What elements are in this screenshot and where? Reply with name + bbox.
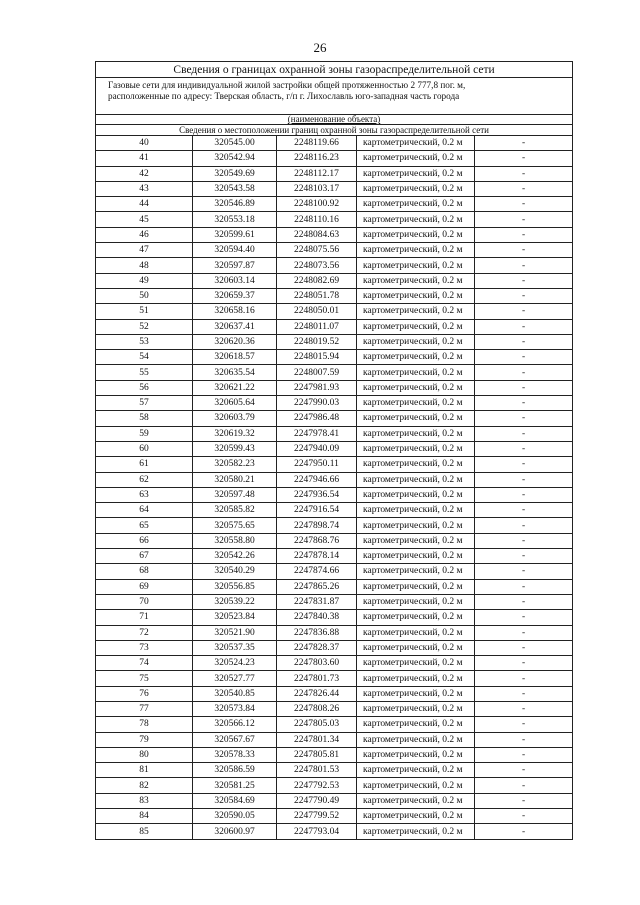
table-row bbox=[96, 549, 573, 564]
coord-x: 320605.64 bbox=[193, 396, 277, 411]
coord-y: 2247801.34 bbox=[277, 732, 357, 747]
coord-y: 2247805.03 bbox=[277, 717, 357, 732]
method-accuracy: картометрический, 0.2 м bbox=[357, 181, 475, 196]
method-accuracy: картометрический, 0.2 м bbox=[357, 717, 475, 732]
table-row bbox=[96, 701, 573, 716]
table-row bbox=[96, 671, 573, 686]
object-note-text: (наименование объекта) bbox=[287, 114, 381, 124]
method-accuracy: картометрический, 0.2 м bbox=[357, 136, 475, 151]
method-accuracy: картометрический, 0.2 м bbox=[357, 579, 475, 594]
coord-y: 2247936.54 bbox=[277, 487, 357, 502]
point-number: 53 bbox=[96, 334, 193, 349]
method-accuracy: картометрический, 0.2 м bbox=[357, 151, 475, 166]
method-accuracy: картометрический, 0.2 м bbox=[357, 166, 475, 181]
method-accuracy: картометрический, 0.2 м bbox=[357, 503, 475, 518]
table-row bbox=[96, 457, 573, 472]
coord-x: 320635.54 bbox=[193, 365, 277, 380]
method-accuracy: картометрический, 0.2 м bbox=[357, 350, 475, 365]
point-number: 56 bbox=[96, 380, 193, 395]
point-number: 72 bbox=[96, 625, 193, 640]
method-accuracy: картометрический, 0.2 м bbox=[357, 594, 475, 609]
table-row bbox=[96, 763, 573, 778]
point-number: 66 bbox=[96, 533, 193, 548]
coord-x: 320537.35 bbox=[193, 640, 277, 655]
method-accuracy: картометрический, 0.2 м bbox=[357, 411, 475, 426]
coord-x: 320543.58 bbox=[193, 181, 277, 196]
coord-x: 320546.89 bbox=[193, 197, 277, 212]
point-number: 71 bbox=[96, 610, 193, 625]
coord-x: 320590.05 bbox=[193, 809, 277, 824]
coord-x: 320575.65 bbox=[193, 518, 277, 533]
coord-x: 320584.69 bbox=[193, 793, 277, 808]
coord-x: 320603.79 bbox=[193, 411, 277, 426]
point-number: 46 bbox=[96, 227, 193, 242]
point-number: 57 bbox=[96, 396, 193, 411]
point-number: 83 bbox=[96, 793, 193, 808]
extra-value: - bbox=[475, 258, 573, 273]
coord-y: 2248110.16 bbox=[277, 212, 357, 227]
coord-x: 320567.67 bbox=[193, 732, 277, 747]
point-number: 69 bbox=[96, 579, 193, 594]
extra-value: - bbox=[475, 197, 573, 212]
coord-x: 320578.33 bbox=[193, 747, 277, 762]
coord-x: 320621.22 bbox=[193, 380, 277, 395]
table-row bbox=[96, 227, 573, 242]
coord-y: 2247878.14 bbox=[277, 549, 357, 564]
coord-y: 2248116.23 bbox=[277, 151, 357, 166]
coord-x: 320549.69 bbox=[193, 166, 277, 181]
point-number: 78 bbox=[96, 717, 193, 732]
extra-value: - bbox=[475, 778, 573, 793]
coord-x: 320553.18 bbox=[193, 212, 277, 227]
page-number: 26 bbox=[313, 40, 327, 55]
coord-x: 320658.16 bbox=[193, 304, 277, 319]
table-row bbox=[96, 579, 573, 594]
table-row bbox=[96, 136, 573, 151]
point-number: 48 bbox=[96, 258, 193, 273]
table-row bbox=[96, 212, 573, 227]
method-accuracy: картометрический, 0.2 м bbox=[357, 472, 475, 487]
point-number: 43 bbox=[96, 181, 193, 196]
table-row bbox=[96, 518, 573, 533]
table-row bbox=[96, 181, 573, 196]
method-accuracy: картометрический, 0.2 м bbox=[357, 365, 475, 380]
extra-value: - bbox=[475, 151, 573, 166]
extra-value: - bbox=[475, 747, 573, 762]
table-row bbox=[96, 732, 573, 747]
method-accuracy: картометрический, 0.2 м bbox=[357, 227, 475, 242]
table-row bbox=[96, 625, 573, 640]
coord-x: 320521.90 bbox=[193, 625, 277, 640]
coord-x: 320527.77 bbox=[193, 671, 277, 686]
table-row bbox=[96, 564, 573, 579]
point-number: 59 bbox=[96, 426, 193, 441]
table-subtitle-row bbox=[96, 125, 573, 136]
extra-value: - bbox=[475, 472, 573, 487]
point-number: 62 bbox=[96, 472, 193, 487]
method-accuracy: картометрический, 0.2 м bbox=[357, 457, 475, 472]
coord-x: 320556.85 bbox=[193, 579, 277, 594]
extra-value: - bbox=[475, 304, 573, 319]
coord-y: 2247828.37 bbox=[277, 640, 357, 655]
extra-value: - bbox=[475, 594, 573, 609]
point-number: 81 bbox=[96, 763, 193, 778]
coord-x: 320637.41 bbox=[193, 319, 277, 334]
method-accuracy: картометрический, 0.2 м bbox=[357, 441, 475, 456]
coord-y: 2247792.53 bbox=[277, 778, 357, 793]
coord-x: 320599.61 bbox=[193, 227, 277, 242]
point-number: 47 bbox=[96, 243, 193, 258]
coord-y: 2247801.73 bbox=[277, 671, 357, 686]
table-row bbox=[96, 426, 573, 441]
extra-value: - bbox=[475, 181, 573, 196]
point-number: 85 bbox=[96, 824, 193, 839]
coord-y: 2247803.60 bbox=[277, 656, 357, 671]
point-number: 84 bbox=[96, 809, 193, 824]
point-number: 67 bbox=[96, 549, 193, 564]
table-row bbox=[96, 334, 573, 349]
point-number: 54 bbox=[96, 350, 193, 365]
coord-x: 320619.32 bbox=[193, 426, 277, 441]
coord-y: 2247898.74 bbox=[277, 518, 357, 533]
extra-value: - bbox=[475, 533, 573, 548]
coord-y: 2247826.44 bbox=[277, 686, 357, 701]
extra-value: - bbox=[475, 288, 573, 303]
coord-x: 320620.36 bbox=[193, 334, 277, 349]
method-accuracy: картометрический, 0.2 м bbox=[357, 380, 475, 395]
point-number: 65 bbox=[96, 518, 193, 533]
method-accuracy: картометрический, 0.2 м bbox=[357, 319, 475, 334]
table-row bbox=[96, 824, 573, 839]
point-number: 42 bbox=[96, 166, 193, 181]
point-number: 44 bbox=[96, 197, 193, 212]
extra-value: - bbox=[475, 564, 573, 579]
coord-x: 320558.80 bbox=[193, 533, 277, 548]
coord-y: 2247805.81 bbox=[277, 747, 357, 762]
extra-value: - bbox=[475, 365, 573, 380]
point-number: 60 bbox=[96, 441, 193, 456]
coord-y: 2247831.87 bbox=[277, 594, 357, 609]
extra-value: - bbox=[475, 701, 573, 716]
coord-y: 2248051.78 bbox=[277, 288, 357, 303]
description-line-2: расположенные по адресу: Тверская область, г/п г. Лихославль юго-западная часть города bbox=[108, 91, 460, 101]
point-number: 41 bbox=[96, 151, 193, 166]
coord-x: 320618.57 bbox=[193, 350, 277, 365]
table-row bbox=[96, 411, 573, 426]
coord-y: 2247793.04 bbox=[277, 824, 357, 839]
point-number: 58 bbox=[96, 411, 193, 426]
extra-value: - bbox=[475, 166, 573, 181]
table-title-row bbox=[96, 62, 573, 78]
point-number: 79 bbox=[96, 732, 193, 747]
method-accuracy: картометрический, 0.2 м bbox=[357, 640, 475, 655]
object-description-row bbox=[96, 78, 573, 115]
coord-x: 320582.23 bbox=[193, 457, 277, 472]
table-row bbox=[96, 640, 573, 655]
table-row bbox=[96, 319, 573, 334]
method-accuracy: картометрический, 0.2 м bbox=[357, 564, 475, 579]
coord-y: 2248015.94 bbox=[277, 350, 357, 365]
coord-y: 2248082.69 bbox=[277, 273, 357, 288]
extra-value: - bbox=[475, 487, 573, 502]
coord-x: 320600.97 bbox=[193, 824, 277, 839]
extra-value: - bbox=[475, 319, 573, 334]
coord-y: 2247978.41 bbox=[277, 426, 357, 441]
table-row bbox=[96, 166, 573, 181]
point-number: 80 bbox=[96, 747, 193, 762]
method-accuracy: картометрический, 0.2 м bbox=[357, 426, 475, 441]
table-row bbox=[96, 809, 573, 824]
coord-x: 320580.21 bbox=[193, 472, 277, 487]
extra-value: - bbox=[475, 610, 573, 625]
extra-value: - bbox=[475, 503, 573, 518]
coord-y: 2247808.26 bbox=[277, 701, 357, 716]
method-accuracy: картометрический, 0.2 м bbox=[357, 686, 475, 701]
coord-y: 2248119.66 bbox=[277, 136, 357, 151]
extra-value: - bbox=[475, 212, 573, 227]
method-accuracy: картометрический, 0.2 м bbox=[357, 793, 475, 808]
table-row bbox=[96, 273, 573, 288]
table-row bbox=[96, 487, 573, 502]
coord-y: 2247916.54 bbox=[277, 503, 357, 518]
extra-value: - bbox=[475, 136, 573, 151]
coord-x: 320539.22 bbox=[193, 594, 277, 609]
extra-value: - bbox=[475, 717, 573, 732]
point-number: 77 bbox=[96, 701, 193, 716]
method-accuracy: картометрический, 0.2 м bbox=[357, 288, 475, 303]
coord-y: 2247790.49 bbox=[277, 793, 357, 808]
coord-y: 2248019.52 bbox=[277, 334, 357, 349]
extra-value: - bbox=[475, 640, 573, 655]
coord-y: 2248084.63 bbox=[277, 227, 357, 242]
coord-y: 2248100.92 bbox=[277, 197, 357, 212]
table-row bbox=[96, 243, 573, 258]
coord-x: 320542.94 bbox=[193, 151, 277, 166]
point-number: 55 bbox=[96, 365, 193, 380]
coord-y: 2248073.56 bbox=[277, 258, 357, 273]
coord-y: 2248075.56 bbox=[277, 243, 357, 258]
coord-x: 320585.82 bbox=[193, 503, 277, 518]
method-accuracy: картометрический, 0.2 м bbox=[357, 258, 475, 273]
table-row bbox=[96, 258, 573, 273]
coord-y: 2248007.59 bbox=[277, 365, 357, 380]
coord-y: 2247940.09 bbox=[277, 441, 357, 456]
extra-value: - bbox=[475, 549, 573, 564]
coord-y: 2248050.01 bbox=[277, 304, 357, 319]
extra-value: - bbox=[475, 824, 573, 839]
point-number: 73 bbox=[96, 640, 193, 655]
coord-y: 2247799.52 bbox=[277, 809, 357, 824]
method-accuracy: картометрический, 0.2 м bbox=[357, 763, 475, 778]
extra-value: - bbox=[475, 334, 573, 349]
point-number: 70 bbox=[96, 594, 193, 609]
table-row bbox=[96, 304, 573, 319]
coord-y: 2248011.07 bbox=[277, 319, 357, 334]
extra-value: - bbox=[475, 457, 573, 472]
method-accuracy: картометрический, 0.2 м bbox=[357, 487, 475, 502]
table-row bbox=[96, 778, 573, 793]
extra-value: - bbox=[475, 227, 573, 242]
coord-x: 320540.29 bbox=[193, 564, 277, 579]
coord-x: 320659.37 bbox=[193, 288, 277, 303]
method-accuracy: картометрический, 0.2 м bbox=[357, 701, 475, 716]
table-row bbox=[96, 151, 573, 166]
coord-y: 2247950.11 bbox=[277, 457, 357, 472]
extra-value: - bbox=[475, 396, 573, 411]
extra-value: - bbox=[475, 518, 573, 533]
method-accuracy: картометрический, 0.2 м bbox=[357, 533, 475, 548]
point-number: 40 bbox=[96, 136, 193, 151]
table-title: Сведения о границах охранной зоны газораспределительной сети bbox=[96, 62, 573, 78]
coord-y: 2247990.03 bbox=[277, 396, 357, 411]
extra-value: - bbox=[475, 656, 573, 671]
extra-value: - bbox=[475, 763, 573, 778]
coord-x: 320581.25 bbox=[193, 778, 277, 793]
boundary-table bbox=[95, 61, 573, 840]
point-number: 45 bbox=[96, 212, 193, 227]
coord-x: 320540.85 bbox=[193, 686, 277, 701]
extra-value: - bbox=[475, 426, 573, 441]
point-number: 68 bbox=[96, 564, 193, 579]
coord-y: 2247946.66 bbox=[277, 472, 357, 487]
method-accuracy: картометрический, 0.2 м bbox=[357, 273, 475, 288]
table-row bbox=[96, 441, 573, 456]
coord-y: 2247874.66 bbox=[277, 564, 357, 579]
extra-value: - bbox=[475, 686, 573, 701]
extra-value: - bbox=[475, 243, 573, 258]
table-row bbox=[96, 503, 573, 518]
coord-x: 320586.59 bbox=[193, 763, 277, 778]
method-accuracy: картометрический, 0.2 м bbox=[357, 549, 475, 564]
table-row bbox=[96, 380, 573, 395]
table-row bbox=[96, 533, 573, 548]
coord-x: 320573.84 bbox=[193, 701, 277, 716]
coord-y: 2248112.17 bbox=[277, 166, 357, 181]
table-row bbox=[96, 610, 573, 625]
coord-y: 2247981.93 bbox=[277, 380, 357, 395]
method-accuracy: картометрический, 0.2 м bbox=[357, 518, 475, 533]
table-row bbox=[96, 288, 573, 303]
table-row bbox=[96, 717, 573, 732]
coord-x: 320597.87 bbox=[193, 258, 277, 273]
coord-x: 320542.26 bbox=[193, 549, 277, 564]
extra-value: - bbox=[475, 441, 573, 456]
coord-x: 320594.40 bbox=[193, 243, 277, 258]
extra-value: - bbox=[475, 793, 573, 808]
point-number: 75 bbox=[96, 671, 193, 686]
point-number: 63 bbox=[96, 487, 193, 502]
method-accuracy: картометрический, 0.2 м bbox=[357, 747, 475, 762]
point-number: 64 bbox=[96, 503, 193, 518]
coord-x: 320599.43 bbox=[193, 441, 277, 456]
method-accuracy: картометрический, 0.2 м bbox=[357, 671, 475, 686]
point-number: 52 bbox=[96, 319, 193, 334]
method-accuracy: картометрический, 0.2 м bbox=[357, 334, 475, 349]
coord-y: 2248103.17 bbox=[277, 181, 357, 196]
table-row bbox=[96, 594, 573, 609]
coord-x: 320566.12 bbox=[193, 717, 277, 732]
method-accuracy: картометрический, 0.2 м bbox=[357, 610, 475, 625]
coord-y: 2247868.76 bbox=[277, 533, 357, 548]
object-note-row bbox=[96, 115, 573, 125]
point-number: 61 bbox=[96, 457, 193, 472]
method-accuracy: картометрический, 0.2 м bbox=[357, 212, 475, 227]
extra-value: - bbox=[475, 273, 573, 288]
method-accuracy: картометрический, 0.2 м bbox=[357, 625, 475, 640]
method-accuracy: картометрический, 0.2 м bbox=[357, 656, 475, 671]
point-number: 50 bbox=[96, 288, 193, 303]
table-row bbox=[96, 747, 573, 762]
table-row bbox=[96, 396, 573, 411]
extra-value: - bbox=[475, 579, 573, 594]
table-row bbox=[96, 365, 573, 380]
method-accuracy: картометрический, 0.2 м bbox=[357, 778, 475, 793]
extra-value: - bbox=[475, 350, 573, 365]
extra-value: - bbox=[475, 732, 573, 747]
object-description bbox=[96, 78, 573, 115]
table-row bbox=[96, 793, 573, 808]
table-subtitle: Сведения о местоположении границ охранной зоны газораспределительной сети bbox=[96, 125, 573, 136]
description-line-1: Газовые сети для индивидуальной жилой застройки общей протяженностью 2 777,8 пог. м, bbox=[108, 80, 466, 90]
table-row bbox=[96, 686, 573, 701]
point-number: 49 bbox=[96, 273, 193, 288]
method-accuracy: картометрический, 0.2 м bbox=[357, 824, 475, 839]
coord-x: 320524.23 bbox=[193, 656, 277, 671]
coord-x: 320597.48 bbox=[193, 487, 277, 502]
object-note bbox=[96, 115, 573, 125]
point-number: 74 bbox=[96, 656, 193, 671]
extra-value: - bbox=[475, 625, 573, 640]
point-number: 51 bbox=[96, 304, 193, 319]
coord-x: 320523.84 bbox=[193, 610, 277, 625]
coord-x: 320545.00 bbox=[193, 136, 277, 151]
coord-y: 2247865.26 bbox=[277, 579, 357, 594]
coord-y: 2247801.53 bbox=[277, 763, 357, 778]
coord-y: 2247836.88 bbox=[277, 625, 357, 640]
table-row bbox=[96, 350, 573, 365]
method-accuracy: картометрический, 0.2 м bbox=[357, 396, 475, 411]
extra-value: - bbox=[475, 380, 573, 395]
method-accuracy: картометрический, 0.2 м bbox=[357, 197, 475, 212]
coord-y: 2247986.48 bbox=[277, 411, 357, 426]
coord-y: 2247840.38 bbox=[277, 610, 357, 625]
table-row bbox=[96, 656, 573, 671]
coord-x: 320603.14 bbox=[193, 273, 277, 288]
point-number: 82 bbox=[96, 778, 193, 793]
extra-value: - bbox=[475, 809, 573, 824]
extra-value: - bbox=[475, 411, 573, 426]
method-accuracy: картометрический, 0.2 м bbox=[357, 304, 475, 319]
table-row bbox=[96, 472, 573, 487]
method-accuracy: картометрический, 0.2 м bbox=[357, 243, 475, 258]
extra-value: - bbox=[475, 671, 573, 686]
point-number: 76 bbox=[96, 686, 193, 701]
table-row bbox=[96, 197, 573, 212]
method-accuracy: картометрический, 0.2 м bbox=[357, 732, 475, 747]
method-accuracy: картометрический, 0.2 м bbox=[357, 809, 475, 824]
